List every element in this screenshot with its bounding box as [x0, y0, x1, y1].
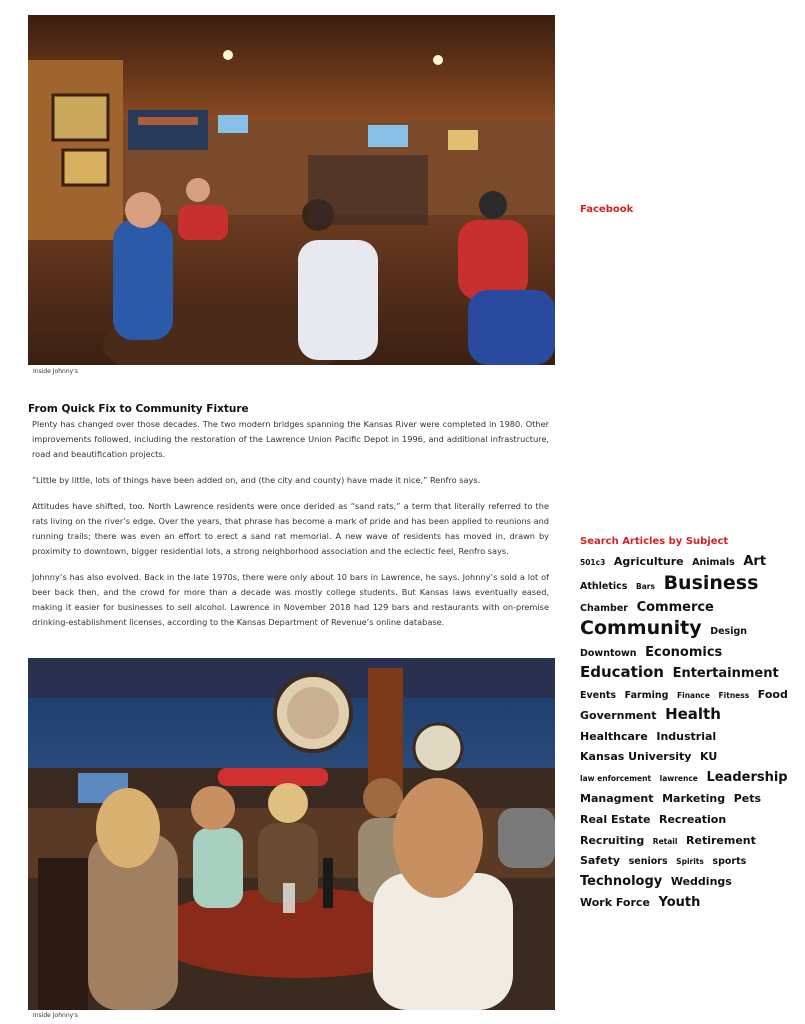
tag-link[interactable]: Technology [580, 874, 663, 890]
tag-link[interactable]: Marketing [662, 792, 726, 806]
tag-link[interactable]: Farming [624, 689, 669, 701]
tag-link[interactable]: Fitness [718, 690, 750, 700]
tag-link[interactable]: Community [580, 617, 702, 640]
tag-link[interactable]: sports [712, 856, 747, 868]
tag-link[interactable]: Spirits [676, 857, 704, 867]
tag-link[interactable]: Kansas University [580, 750, 692, 764]
tag-link[interactable]: Business [663, 571, 759, 594]
tag-link[interactable]: Finance [677, 690, 710, 700]
tag-cloud [580, 550, 795, 912]
women-at-table-photo [28, 658, 555, 1010]
tag-link[interactable]: 501c3 [580, 558, 606, 567]
tag-link[interactable]: lawrence [659, 774, 698, 784]
photo-bar-interior-icon [28, 15, 555, 365]
article-title: From Quick Fix to Community Fixture [28, 403, 249, 415]
tag-link[interactable]: Events [580, 689, 617, 701]
tag-link[interactable]: Industrial [656, 729, 717, 743]
tag-link[interactable]: Chamber [580, 602, 628, 614]
tag-link[interactable]: Design [710, 626, 748, 638]
tag-link[interactable]: Athletics [580, 580, 628, 592]
tag-link[interactable]: Real Estate [580, 812, 651, 826]
tag-link[interactable]: Food [757, 687, 788, 701]
photo-caption: Inside Johnny's [33, 368, 78, 375]
tag-link[interactable]: Recreation [659, 812, 727, 826]
article-paragraph: Plenty has changed over those decades. The two modern bridges spanning the Kansas River were completed in 1980. Other improvements followed, including the restoration of the Lawrence Union Pacific Depot in 1996, and additional infrastructure, road and beautification projects. [32, 419, 549, 459]
tag-link[interactable]: Retirement [686, 833, 756, 847]
article-paragraph: Attitudes have shifted, too. North Lawrence residents were once derided as “sand rats,” a term that literally referred to the rats living on the river’s edge. Over the years, that phrase has become a mark of pride and has been applied to reunions and running trails; there was even an effort to erect a sand rat memorial. A new wave of residents has moved in, drawn by proximity to downtown, bigger residential lots, a strong neighborhood association and the eclectic feel, Renfro says. [32, 501, 549, 556]
tag-link[interactable]: Animals [692, 557, 735, 568]
tag-link[interactable]: Commerce [636, 599, 714, 615]
article-body [32, 417, 549, 641]
tag-link[interactable]: Safety [580, 854, 621, 868]
tag-link[interactable]: Healthcare [580, 729, 648, 743]
tag-link[interactable]: Work Force [580, 896, 650, 910]
tag-link[interactable]: Health [665, 704, 721, 723]
tag-link[interactable]: Art [743, 554, 767, 569]
tag-link[interactable]: law enforcement [580, 774, 652, 784]
tag-link[interactable]: Recruiting [580, 833, 645, 847]
tag-link[interactable]: Education [580, 663, 664, 682]
facebook-link[interactable]: Facebook [580, 204, 634, 215]
tag-link[interactable]: Managment [580, 792, 654, 806]
article-paragraph: Johnny’s has also evolved. Back in the late 1970s, there were only about 10 bars in Lawrence, he says. Johnny’s sold a lot of beer back then, and the crowd for more than a decade was mostly college students. But Kansas laws eventually eased, making it easier for businesses to sell alcohol. Lawrence in November 2018 had 129 bars and restaurants with on-premise drinking-establishment licenses, according to the Kansas Department of Revenue’s online database. [32, 572, 549, 627]
tag-link[interactable]: Weddings [670, 875, 732, 889]
photo-women-at-table-icon [28, 658, 555, 1010]
tag-link[interactable]: Leadership [706, 770, 788, 786]
bar-interior-photo [28, 15, 555, 365]
tag-link[interactable]: Retail [652, 836, 678, 846]
tag-link[interactable]: Downtown [580, 648, 637, 660]
tag-link[interactable]: seniors [628, 856, 668, 868]
tag-link[interactable]: Economics [645, 645, 723, 661]
tag-link[interactable]: Bars [636, 581, 655, 591]
tag-link[interactable]: KU [700, 750, 718, 764]
tag-link[interactable]: Youth [658, 895, 701, 911]
tag-link[interactable]: Agriculture [613, 555, 684, 568]
tag-link[interactable]: Entertainment [672, 666, 779, 682]
photo-caption: Inside Johnny's [33, 1012, 78, 1019]
article-paragraph: “Little by little, lots of things have been added on, and (the city and county) have made it nice,” Renfro says. [32, 475, 481, 485]
tag-link[interactable]: Pets [733, 792, 762, 806]
subject-heading: Search Articles by Subject [580, 536, 729, 547]
tag-link[interactable]: Government [580, 708, 657, 722]
